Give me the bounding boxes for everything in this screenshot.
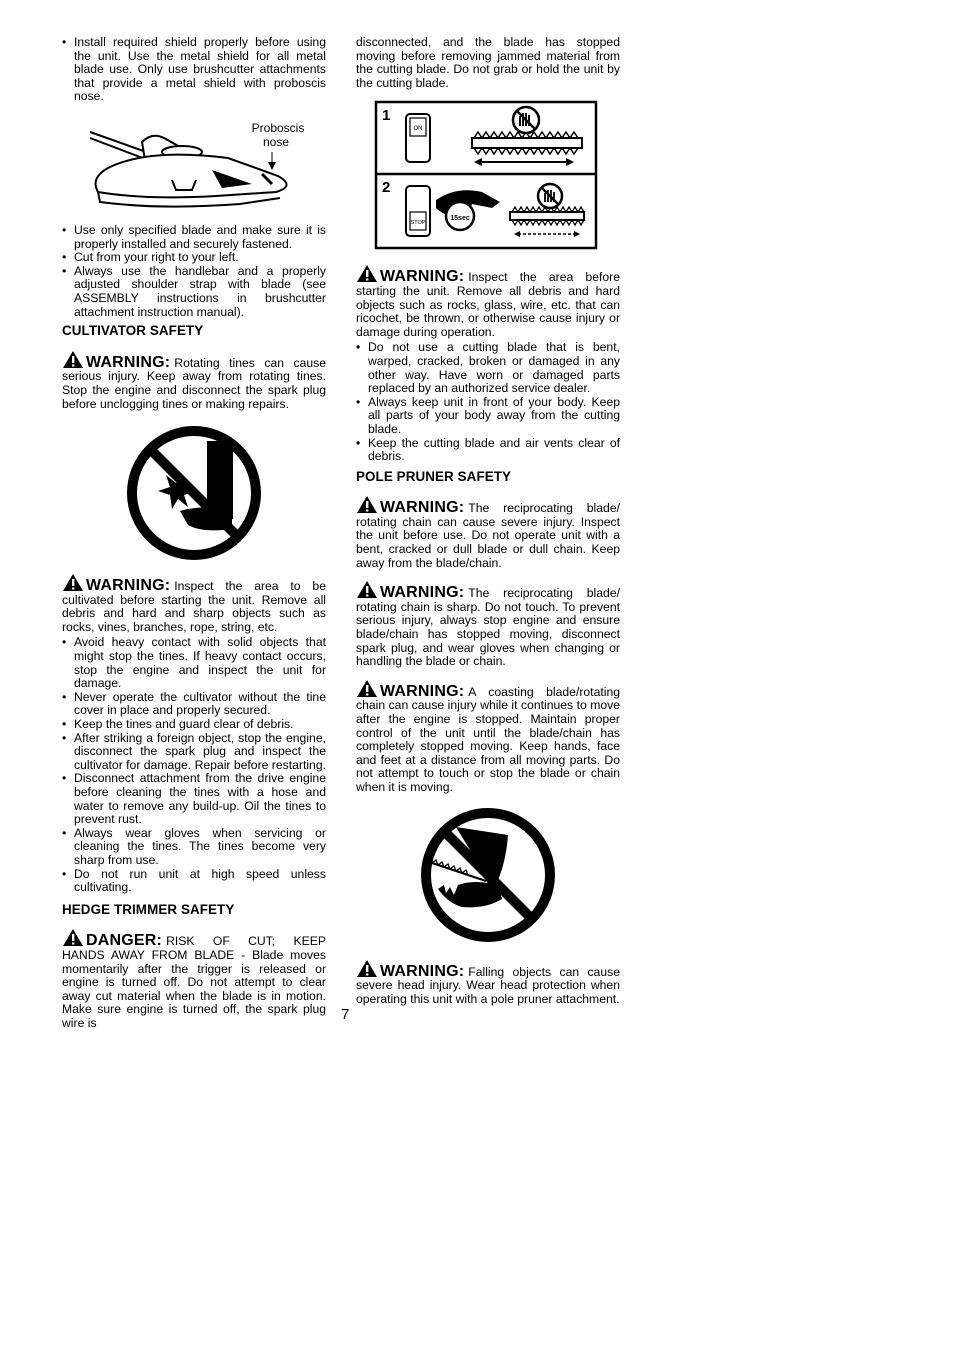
- list-item: • Cut from your right to your left.: [62, 251, 326, 265]
- no-hands-near-tines-icon: [62, 421, 326, 561]
- warning-label: WARNING:: [86, 353, 171, 371]
- switch-stop-label: STOP: [410, 220, 426, 227]
- panel-number: 2: [382, 179, 391, 197]
- danger-block: [62, 928, 326, 1030]
- switch-on-label: ON: [413, 126, 423, 133]
- list-item: • Do not run unit at high speed unless cultivating.: [62, 868, 326, 895]
- warning-label: WARNING:: [380, 584, 465, 602]
- warning-text: Inspect the area before starting the unit. Remove all debris and hard objects such as rocks, glass, wire, etc. that can ricochet, be thrown, or otherwise cause injury or damage during operation.: [356, 270, 620, 339]
- warning-block: [62, 573, 326, 634]
- warning-triangle-icon: [62, 573, 84, 592]
- warning-text: The reciprocating blade/ rotating chain can cause severe injury. Inspect the unit before use. Do not operate unit with a bent, cracked or dull blade or dull chain. Keep away from the blade/chain.: [356, 501, 620, 570]
- page-number: 7: [341, 1006, 350, 1023]
- warning-block: [356, 679, 620, 795]
- cultivator-safety-heading: CULTIVATOR SAFETY: [62, 323, 204, 339]
- hedge-trimmer-safety-heading: HEDGE TRIMMER SAFETY: [62, 901, 235, 917]
- danger-text: RISK OF CUT; KEEP HANDS AWAY FROM BLADE - Blade moves momentarily after the trigger is released or engine is turned off. Do not attempt to clear away cut material when the blade is in motion. Make sure engine is turned off, the spark plug wire is: [62, 934, 326, 1030]
- panel-number: 1: [382, 107, 391, 125]
- warning-label: WARNING:: [380, 962, 465, 980]
- list-item: • Keep the cutting blade and air vents clear of debris.: [356, 437, 620, 464]
- pole-pruner-safety-heading: POLE PRUNER SAFETY: [356, 468, 512, 484]
- left-column: [62, 36, 326, 1033]
- list-item: • After striking a foreign object, stop the engine, disconnect the spark plug and inspect the cultivator for damage. Repair before restarting.: [62, 732, 326, 773]
- no-touching-chain-icon: [356, 803, 620, 947]
- list-item: • Always wear gloves when servicing or cleaning the tines. The tines become very sharp from use.: [62, 827, 326, 868]
- danger-triangle-icon: [62, 928, 84, 947]
- list-item: • Keep the tines and guard clear of debris.: [62, 718, 326, 732]
- warning-text: The reciprocating blade/ rotating chain is sharp. Do not touch. To prevent serious injury, always stop engine and ensure blade/chain has stopped moving, disconnect spark plug, and wear gloves when changing or handling the blade or chain.: [356, 586, 620, 669]
- list-item: • Never operate the cultivator without the tine cover in place and properly secured.: [62, 691, 326, 718]
- list-item: • Do not use a cutting blade that is bent, warped, cracked, broken or damaged in any other way. Have worn or damaged parts replaced by an authorized service dealer.: [356, 341, 620, 395]
- continued-paragraph: disconnected, and the blade has stopped moving before removing jammed material from the cutting blade. Do not grab or hold the unit by the cutting blade.: [356, 35, 620, 90]
- proboscis-nose-label: Proboscis nose: [251, 120, 305, 149]
- danger-label: DANGER:: [86, 932, 163, 950]
- warning-label: WARNING:: [380, 268, 465, 286]
- list-item: • Always use the handlebar and a properly adjusted shoulder strap with blade (see ASSEMBLY instructions in brushcutter attachment instruction manual).: [62, 265, 326, 319]
- warning-triangle-icon: [62, 350, 84, 369]
- blade-safety-bullet-list: [356, 341, 620, 463]
- brushcutter-shield-illustration: [62, 110, 326, 218]
- hedge-trimmer-stop-diagram: [374, 100, 638, 252]
- warning-block: [356, 959, 620, 1007]
- list-item: • Use only specified blade and make sure it is properly installed and securely fastened.: [62, 224, 326, 251]
- warning-text: Rotating tines can cause serious injury. Keep away from rotating tines. Stop the engine and disconnect the spark plug before unclogging tines or making repairs.: [62, 355, 326, 411]
- warning-block: [356, 264, 620, 339]
- warning-triangle-icon: [356, 959, 378, 978]
- warning-label: WARNING:: [380, 682, 465, 700]
- warning-block: [62, 350, 326, 411]
- warning-triangle-icon: [356, 580, 378, 599]
- warning-triangle-icon: [356, 679, 378, 698]
- shield-bullet-list: [62, 36, 326, 104]
- list-item: • Install required shield properly before using the unit. Use the metal shield for all metal blade use. Only use brushcutter attachments that provide a metal shield with proboscis nose.: [62, 36, 326, 104]
- warning-text: Falling objects can cause severe head injury. Wear head protection when operating this unit with a pole pruner attachment.: [356, 964, 620, 1006]
- warning-triangle-icon: [356, 495, 378, 514]
- list-item: • Avoid heavy contact with solid objects that might stop the tines. If heavy contact occurs, stop the engine and inspect the unit for damage.: [62, 636, 326, 690]
- list-item: • Disconnect attachment from the drive engine before cleaning the tines with a hose and water to remove any build-up. Oil the tines to prevent rust.: [62, 772, 326, 826]
- blade-bullet-list: [62, 224, 326, 319]
- warning-block: [356, 495, 620, 570]
- warning-label: WARNING:: [380, 499, 465, 517]
- timer-label: 15sec: [450, 215, 470, 223]
- warning-triangle-icon: [356, 264, 378, 283]
- warning-label: WARNING:: [86, 577, 171, 595]
- list-item: • Always keep unit in front of your body. Keep all parts of your body away from the cutting blade.: [356, 396, 620, 437]
- warning-block: [356, 580, 620, 669]
- right-column: [356, 36, 620, 1008]
- warning-text: Inspect the area to be cultivated before starting the unit. Remove all debris and hard and sharp objects such as rocks, vines, branches, rope, string, etc.: [62, 579, 326, 634]
- cultivator-bullet-list: [62, 636, 326, 894]
- warning-text: A coasting blade/rotating chain can cause injury while it continues to move after the engine is stopped. Maintain proper control of the unit until the blade/chain has completely stopped moving. Keep hands, face and feet at a distance from all moving parts. Do not attempt to touch or stop the blade or chain when it is moving.: [356, 684, 620, 794]
